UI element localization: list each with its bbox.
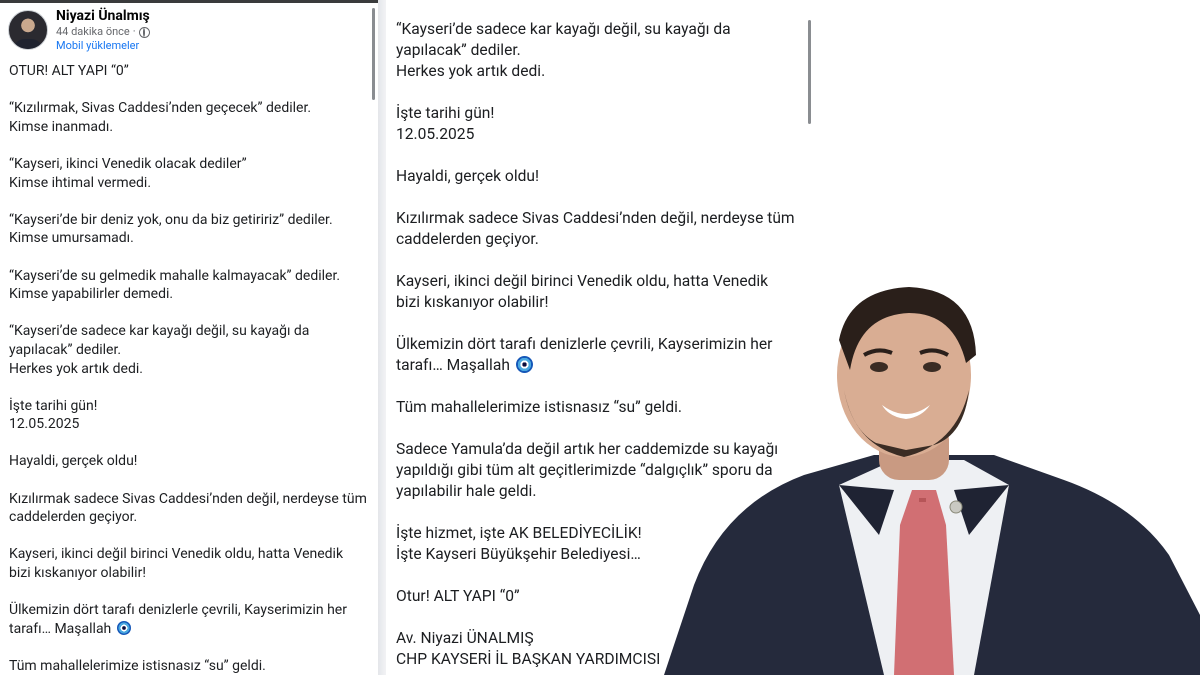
post-line: Kızılırmak sadece Sivas Caddesi’nden değil, nerdeyse tüm (9, 490, 367, 507)
post-line: caddelerden geçiyor. (396, 230, 539, 248)
post-time[interactable]: 44 dakika önce (56, 25, 130, 38)
post-line: 12.05.2025 (9, 416, 80, 433)
post-line: Hayaldi, gerçek oldu! (9, 453, 138, 470)
scrollbar[interactable] (808, 20, 811, 124)
post-line: bizi kıskanıyor olabilir! (396, 293, 549, 311)
post-line: tarafı… Maşallah (396, 355, 806, 376)
post-line: Av. Niyazi ÜNALMIŞ (396, 629, 534, 647)
post-paragraph (9, 155, 371, 192)
post-paragraph (9, 99, 371, 136)
post-paragraph (9, 490, 371, 527)
author-avatar[interactable] (8, 10, 48, 50)
post-paragraph (9, 211, 371, 248)
post-line: OTUR! ALT YAPI “0” (9, 63, 129, 79)
post-line: İşte hizmet, işte AK BELEDİYECİLİK! (396, 524, 642, 542)
post-timestamp (56, 25, 150, 39)
post-line: Hayaldi, gerçek oldu! (396, 167, 540, 185)
post-line: yapılacak” dediler. (9, 341, 122, 358)
globe-icon (139, 27, 150, 38)
post-paragraph (396, 166, 806, 187)
post-paragraph (9, 322, 371, 378)
post-line: yapılacak” dediler. (396, 41, 521, 59)
post-paragraph (9, 62, 371, 81)
post-line: yapılabilir hale geldi. (396, 482, 537, 500)
nazar-boncugu-icon (117, 621, 131, 635)
post-line: “Kayseri’de sadece kar kayağı değil, su kayağı da (396, 20, 731, 38)
album-link[interactable]: Mobil yüklemeler (56, 39, 140, 52)
post-line: Ülkemizin dört tarafı denizlerle çevrili, Kayserimizin her (9, 602, 347, 619)
post-line: Herkes yok artık dedi. (396, 62, 546, 80)
post-line: Kimse umursamadı. (9, 230, 134, 247)
portrait-photo (664, 285, 1200, 675)
post-paragraph (9, 452, 371, 471)
post-paragraph (396, 208, 806, 250)
post-paragraph (9, 601, 371, 638)
post-paragraph (396, 103, 806, 145)
post-paragraph (9, 397, 371, 434)
post-line: Kimse ihtimal vermedi. (9, 174, 152, 191)
post-body (9, 62, 371, 675)
post-line: yapıldığı gibi tüm alt geçitlerimizde “dalgıçlık” sporu da (396, 461, 773, 479)
post-line: Sadece Yamula’da değil artık her caddemizde su kayağı (396, 440, 779, 458)
top-edge (0, 0, 378, 3)
post-line: caddelerden geçiyor. (9, 509, 138, 526)
post-line: Kayseri, ikinci değil birinci Venedik oldu, hatta Venedik (396, 272, 769, 290)
author-name[interactable]: Niyazi Ünalmış (56, 8, 150, 24)
post-line: Kayseri, ikinci değil birinci Venedik oldu, hatta Venedik (9, 546, 344, 563)
panel-divider (378, 0, 386, 675)
post-paragraph (9, 545, 371, 582)
post-line: Kızılırmak sadece Sivas Caddesi’nden değil, nerdeyse tüm (396, 209, 795, 227)
post-line: “Kayseri, ikinci Venedik olacak dediler” (9, 155, 247, 172)
post-line: Herkes yok artık dedi. (9, 360, 143, 377)
post-line: İşte Kayseri Büyükşehir Belediyesi… (396, 545, 641, 563)
post-line: tarafı… Maşallah (9, 620, 371, 639)
post-line: “Kayseri’de su gelmedik mahalle kalmayacak” dediler. (9, 267, 341, 284)
post-line: Otur! ALT YAPI “0” (396, 587, 520, 605)
facebook-post-screenshot (0, 0, 378, 675)
post-line: Tüm mahallelerimize istisnasız “su” geldi. (9, 658, 266, 674)
meta-separator: · (132, 25, 136, 38)
post-paragraph (396, 19, 806, 82)
post-paragraph (9, 267, 371, 304)
post-line: Ülkemizin dört tarafı denizlerle çevrili, Kayserimizin her (396, 335, 773, 353)
post-line: Kimse inanmadı. (9, 118, 114, 135)
nazar-boncugu-icon (516, 356, 533, 373)
post-line: Kimse yapabilirler demedi. (9, 286, 174, 303)
post-header (8, 8, 150, 52)
post-line: “Kayseri’de bir deniz yok, onu da biz getiririz” dediler. (9, 211, 333, 228)
post-line: “Kızılırmak, Sivas Caddesi’nden geçecek” dediler. (9, 100, 312, 117)
post-line: bizi kıskanıyor olabilir! (9, 565, 146, 582)
post-line: CHP KAYSERİ İL BAŞKAN YARDIMCISI (396, 650, 661, 668)
post-line: Tüm mahallelerimize istisnasız “su” geldi. (396, 398, 683, 416)
post-line: “Kayseri’de sadece kar kayağı değil, su kayağı da (9, 323, 310, 340)
scrollbar[interactable] (372, 8, 375, 100)
post-line: İşte tarihi gün! (9, 397, 98, 414)
post-line: İşte tarihi gün! (396, 104, 495, 122)
post-line: 12.05.2025 (396, 125, 475, 143)
post-paragraph (9, 657, 371, 675)
